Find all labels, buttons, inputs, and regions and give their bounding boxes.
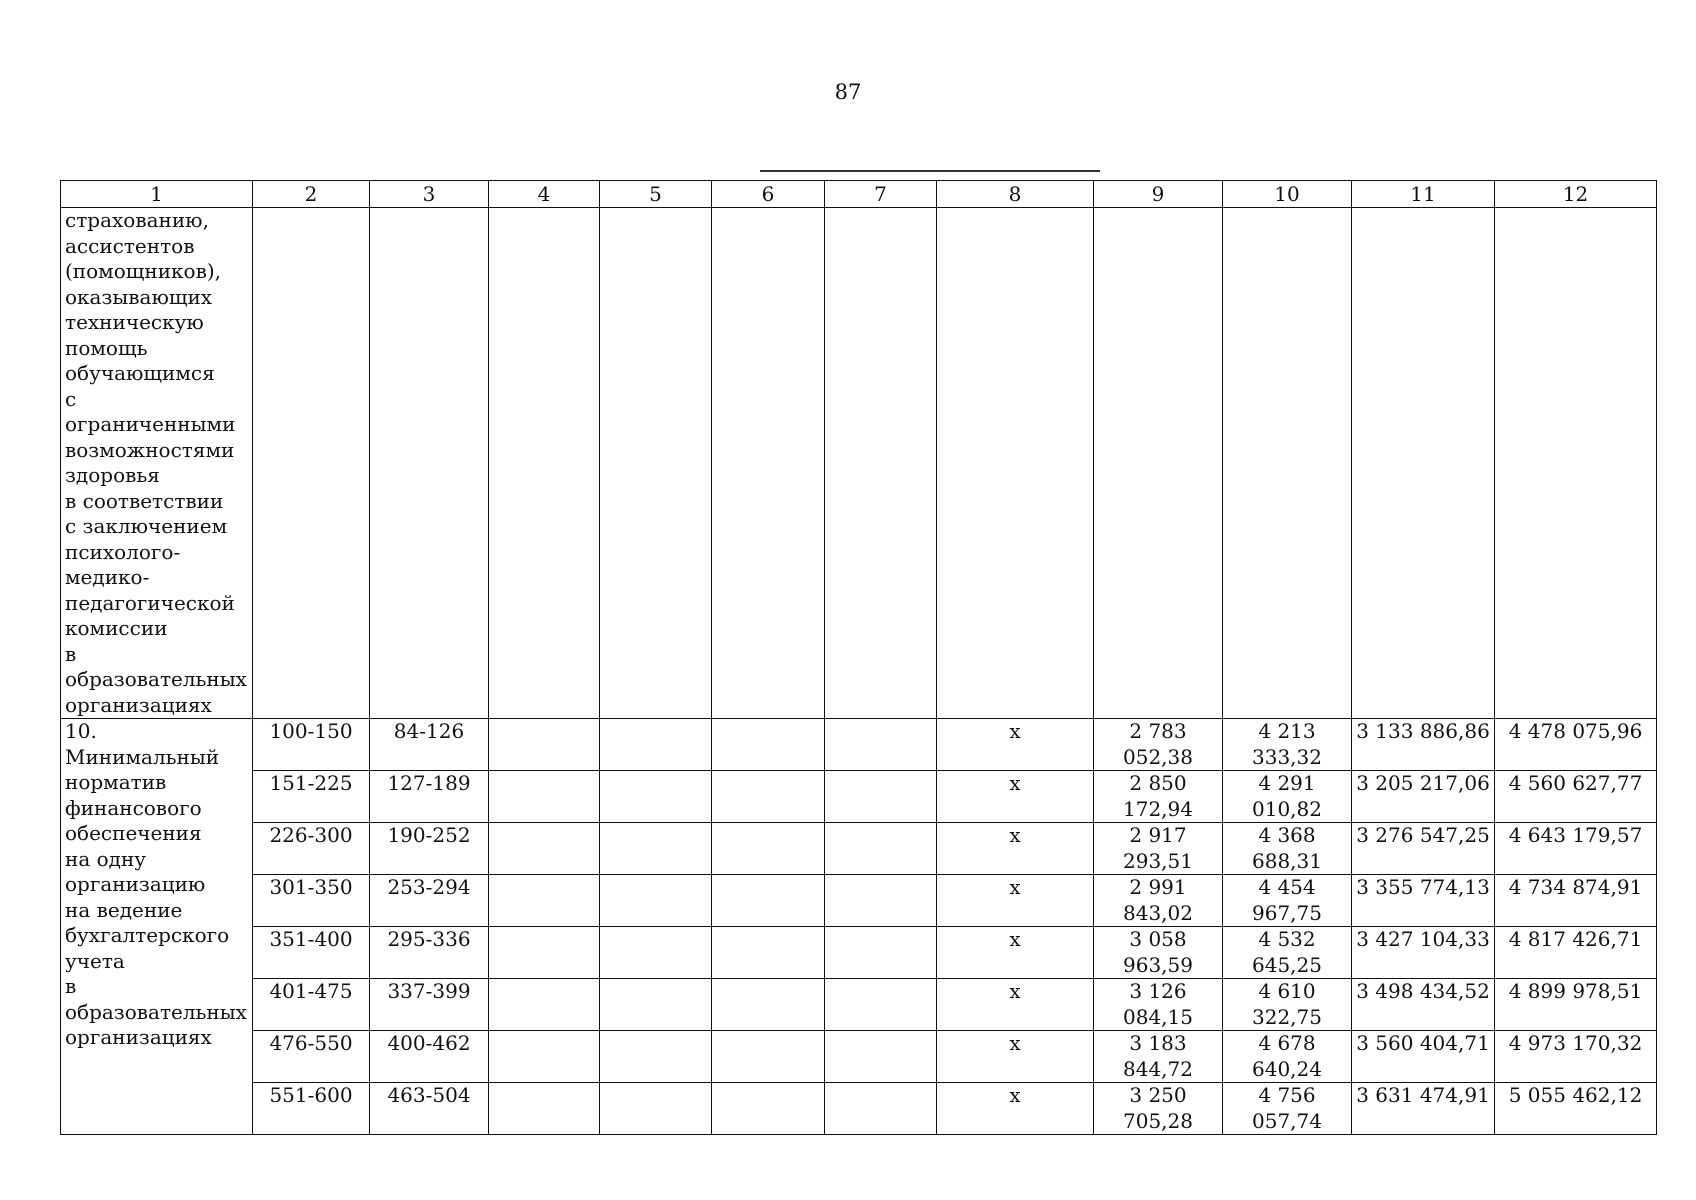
cell-col10 xyxy=(1223,979,1352,1031)
empty-cell xyxy=(825,875,937,927)
cell-col3: 337-399 xyxy=(370,979,489,1031)
empty-cell xyxy=(600,719,712,771)
empty-cell xyxy=(712,979,825,1031)
cell-col9-line1: 3 126 xyxy=(1129,979,1187,1003)
table-row xyxy=(61,875,1657,927)
cell-col9 xyxy=(1094,771,1223,823)
cell-col10-line1: 4 368 xyxy=(1258,823,1316,847)
column-header: 6 xyxy=(712,181,825,208)
cell-col10-line2: 333,32 xyxy=(1252,744,1322,769)
cell-col8: х xyxy=(937,875,1094,927)
label-line: бухгалтерского xyxy=(65,923,230,947)
empty-cell xyxy=(489,719,600,771)
empty-cell xyxy=(489,1083,600,1135)
cell-col10-line2: 322,75 xyxy=(1252,1004,1322,1029)
cell-col9 xyxy=(1094,823,1223,875)
empty-cell xyxy=(600,979,712,1031)
cell-col12: 4 478 075,96 xyxy=(1495,719,1657,771)
label-line: ассистентов xyxy=(65,233,195,258)
table-row xyxy=(61,771,1657,823)
cell-col10 xyxy=(1223,1031,1352,1083)
cell-col2: 401-475 xyxy=(253,979,370,1031)
empty-cell xyxy=(489,208,600,719)
cell-col8: х xyxy=(937,979,1094,1031)
cell-col9-line1: 2 783 xyxy=(1129,719,1187,743)
cell-col3: 127-189 xyxy=(370,771,489,823)
label-line: оказывающих xyxy=(65,284,213,309)
empty-cell xyxy=(600,1083,712,1135)
cell-col9 xyxy=(1094,1083,1223,1135)
empty-cell xyxy=(600,771,712,823)
label-line: обеспечения xyxy=(65,821,202,845)
label-line: образовательных xyxy=(65,667,247,691)
cell-col9-line2: 052,38 xyxy=(1123,744,1193,769)
cell-col9-line2: 705,28 xyxy=(1123,1108,1193,1133)
empty-cell xyxy=(825,823,937,875)
cell-col12: 4 560 627,77 xyxy=(1495,771,1657,823)
empty-cell xyxy=(712,208,825,719)
empty-cell xyxy=(712,771,825,823)
empty-cell xyxy=(489,927,600,979)
cell-col8: х xyxy=(937,1083,1094,1135)
empty-cell xyxy=(600,208,712,719)
label-line: на ведение xyxy=(65,897,183,922)
label-line: помощь xyxy=(65,335,148,360)
cell-col9 xyxy=(1094,719,1223,771)
cell-col12: 4 973 170,32 xyxy=(1495,1031,1657,1083)
empty-cell xyxy=(937,208,1094,719)
label-line: (помощников), xyxy=(65,259,221,283)
cell-col9-line2: 084,15 xyxy=(1123,1004,1193,1029)
table-row xyxy=(61,823,1657,875)
label-line: педагогической xyxy=(65,590,235,615)
empty-cell xyxy=(253,208,370,719)
cell-col2: 100-150 xyxy=(253,719,370,771)
cell-col3: 253-294 xyxy=(370,875,489,927)
cell-col10-line2: 010,82 xyxy=(1252,796,1322,821)
cell-col11: 3 276 547,25 xyxy=(1352,823,1495,875)
cell-col9 xyxy=(1094,927,1223,979)
table-row xyxy=(61,979,1657,1031)
table-row xyxy=(61,719,1657,771)
empty-cell xyxy=(600,823,712,875)
column-header: 10 xyxy=(1223,181,1352,208)
empty-cell xyxy=(825,208,937,719)
cell-col3: 295-336 xyxy=(370,927,489,979)
cell-col8: х xyxy=(937,1031,1094,1083)
column-header: 9 xyxy=(1094,181,1223,208)
label-line: психолого- xyxy=(65,539,181,564)
cell-col10-line1: 4 454 xyxy=(1258,875,1316,899)
label-line: в соответствии xyxy=(65,488,224,513)
empty-cell xyxy=(825,979,937,1031)
empty-cell xyxy=(712,1031,825,1083)
cell-col10-line2: 967,75 xyxy=(1252,900,1322,925)
cell-col2: 301-350 xyxy=(253,875,370,927)
empty-cell xyxy=(489,875,600,927)
label-line: медико- xyxy=(65,565,150,589)
label-line: комиссии xyxy=(65,616,168,640)
cell-col8: х xyxy=(937,823,1094,875)
cell-col11: 3 205 217,06 xyxy=(1352,771,1495,823)
cell-col9-line1: 2 850 xyxy=(1129,771,1187,795)
cell-col3: 84-126 xyxy=(370,719,489,771)
cell-col9-line1: 3 058 xyxy=(1129,927,1187,951)
cell-col10 xyxy=(1223,927,1352,979)
label-line: финансового xyxy=(65,795,202,820)
cell-col2: 551-600 xyxy=(253,1083,370,1135)
cell-col2: 476-550 xyxy=(253,1031,370,1083)
cell-col8: х xyxy=(937,719,1094,771)
cell-col11: 3 631 474,91 xyxy=(1352,1083,1495,1135)
column-header: 12 xyxy=(1495,181,1657,208)
cell-col2: 226-300 xyxy=(253,823,370,875)
cell-col2: 351-400 xyxy=(253,927,370,979)
label-line: в xyxy=(65,641,77,666)
group-10-label xyxy=(61,719,253,1135)
cell-col9 xyxy=(1094,1031,1223,1083)
cell-col10-line2: 640,24 xyxy=(1252,1056,1322,1081)
cell-col9-line1: 2 991 xyxy=(1129,875,1187,899)
label-line: Минимальный xyxy=(65,744,220,769)
empty-cell xyxy=(600,1031,712,1083)
label-line: техническую xyxy=(65,310,204,334)
column-header: 8 xyxy=(937,181,1094,208)
cell-col2: 151-225 xyxy=(253,771,370,823)
empty-cell xyxy=(489,1031,600,1083)
cell-col3: 400-462 xyxy=(370,1031,489,1083)
empty-cell xyxy=(825,1031,937,1083)
column-header: 5 xyxy=(600,181,712,208)
cell-col3: 190-252 xyxy=(370,823,489,875)
label-line: страхованию, xyxy=(65,208,209,232)
continued-row-label xyxy=(61,208,253,719)
cell-col10 xyxy=(1223,1083,1352,1135)
cell-col10-line1: 4 532 xyxy=(1258,927,1316,951)
cell-col11: 3 560 404,71 xyxy=(1352,1031,1495,1083)
cell-col12: 4 899 978,51 xyxy=(1495,979,1657,1031)
cell-col10-line1: 4 756 xyxy=(1258,1083,1316,1107)
cell-col10 xyxy=(1223,719,1352,771)
empty-cell xyxy=(489,771,600,823)
empty-cell xyxy=(825,1083,937,1135)
cell-col9 xyxy=(1094,875,1223,927)
cell-col3: 463-504 xyxy=(370,1083,489,1135)
cell-col10-line2: 645,25 xyxy=(1252,952,1322,977)
label-line: норматив xyxy=(65,770,167,794)
label-line: организацию xyxy=(65,872,206,896)
empty-cell xyxy=(712,823,825,875)
cell-col12: 4 734 874,91 xyxy=(1495,875,1657,927)
label-line: учета xyxy=(65,948,125,973)
label-line: организациях xyxy=(65,1025,212,1049)
cell-col10-line2: 057,74 xyxy=(1252,1108,1322,1133)
table-row xyxy=(61,1083,1657,1135)
cell-col9-line1: 3 183 xyxy=(1129,1031,1187,1055)
empty-cell xyxy=(1223,208,1352,719)
header-rule xyxy=(760,170,1100,172)
empty-cell xyxy=(712,875,825,927)
cell-col10-line1: 4 678 xyxy=(1258,1031,1316,1055)
label-line: возможностями xyxy=(65,437,235,462)
empty-cell xyxy=(370,208,489,719)
label-line: здоровья xyxy=(65,463,160,487)
table-row xyxy=(61,1031,1657,1083)
empty-cell xyxy=(712,927,825,979)
column-header: 2 xyxy=(253,181,370,208)
column-header: 3 xyxy=(370,181,489,208)
cell-col8: х xyxy=(937,771,1094,823)
cell-col10 xyxy=(1223,875,1352,927)
cell-col10-line1: 4 291 xyxy=(1258,771,1316,795)
label-line: с заключением xyxy=(65,514,228,538)
cell-col9-line2: 963,59 xyxy=(1123,952,1193,977)
empty-cell xyxy=(1352,208,1495,719)
cell-col9-line2: 293,51 xyxy=(1123,848,1193,873)
cell-col8: х xyxy=(937,927,1094,979)
cell-col12: 5 055 462,12 xyxy=(1495,1083,1657,1135)
label-line: обучающимся xyxy=(65,361,215,385)
empty-cell xyxy=(825,719,937,771)
column-header: 11 xyxy=(1352,181,1495,208)
cell-col11: 3 498 434,52 xyxy=(1352,979,1495,1031)
column-numbers-row xyxy=(61,181,1657,208)
cell-col11: 3 355 774,13 xyxy=(1352,875,1495,927)
cell-col9-line2: 843,02 xyxy=(1123,900,1193,925)
cell-col10-line2: 688,31 xyxy=(1252,848,1322,873)
page-number: 87 xyxy=(834,80,862,104)
column-header: 7 xyxy=(825,181,937,208)
cell-col11: 3 427 104,33 xyxy=(1352,927,1495,979)
cell-col9 xyxy=(1094,979,1223,1031)
column-header: 1 xyxy=(61,181,253,208)
empty-cell xyxy=(825,771,937,823)
empty-cell xyxy=(712,1083,825,1135)
column-header: 4 xyxy=(489,181,600,208)
cell-col9-line2: 172,94 xyxy=(1123,796,1193,821)
normatives-table xyxy=(60,180,1657,1135)
table-row xyxy=(61,927,1657,979)
cell-col10 xyxy=(1223,823,1352,875)
empty-cell xyxy=(600,875,712,927)
cell-col10 xyxy=(1223,771,1352,823)
label-line: образовательных xyxy=(65,999,247,1024)
cell-col10-line1: 4 610 xyxy=(1258,979,1316,1003)
label-line: на одну xyxy=(65,846,147,871)
cell-col11: 3 133 886,86 xyxy=(1352,719,1495,771)
label-line: 10. xyxy=(65,719,97,743)
label-line: в xyxy=(65,974,77,998)
continued-row xyxy=(61,208,1657,719)
empty-cell xyxy=(489,979,600,1031)
empty-cell xyxy=(712,719,825,771)
empty-cell xyxy=(1495,208,1657,719)
cell-col12: 4 643 179,57 xyxy=(1495,823,1657,875)
cell-col9-line2: 844,72 xyxy=(1123,1056,1193,1081)
cell-col10-line1: 4 213 xyxy=(1258,719,1316,743)
empty-cell xyxy=(1094,208,1223,719)
empty-cell xyxy=(600,927,712,979)
label-line: организациях xyxy=(65,692,212,717)
cell-col9-line1: 2 917 xyxy=(1129,823,1187,847)
empty-cell xyxy=(825,927,937,979)
label-line: с ограниченными xyxy=(65,386,236,436)
cell-col12: 4 817 426,71 xyxy=(1495,927,1657,979)
empty-cell xyxy=(489,823,600,875)
cell-col9-line1: 3 250 xyxy=(1129,1083,1187,1107)
